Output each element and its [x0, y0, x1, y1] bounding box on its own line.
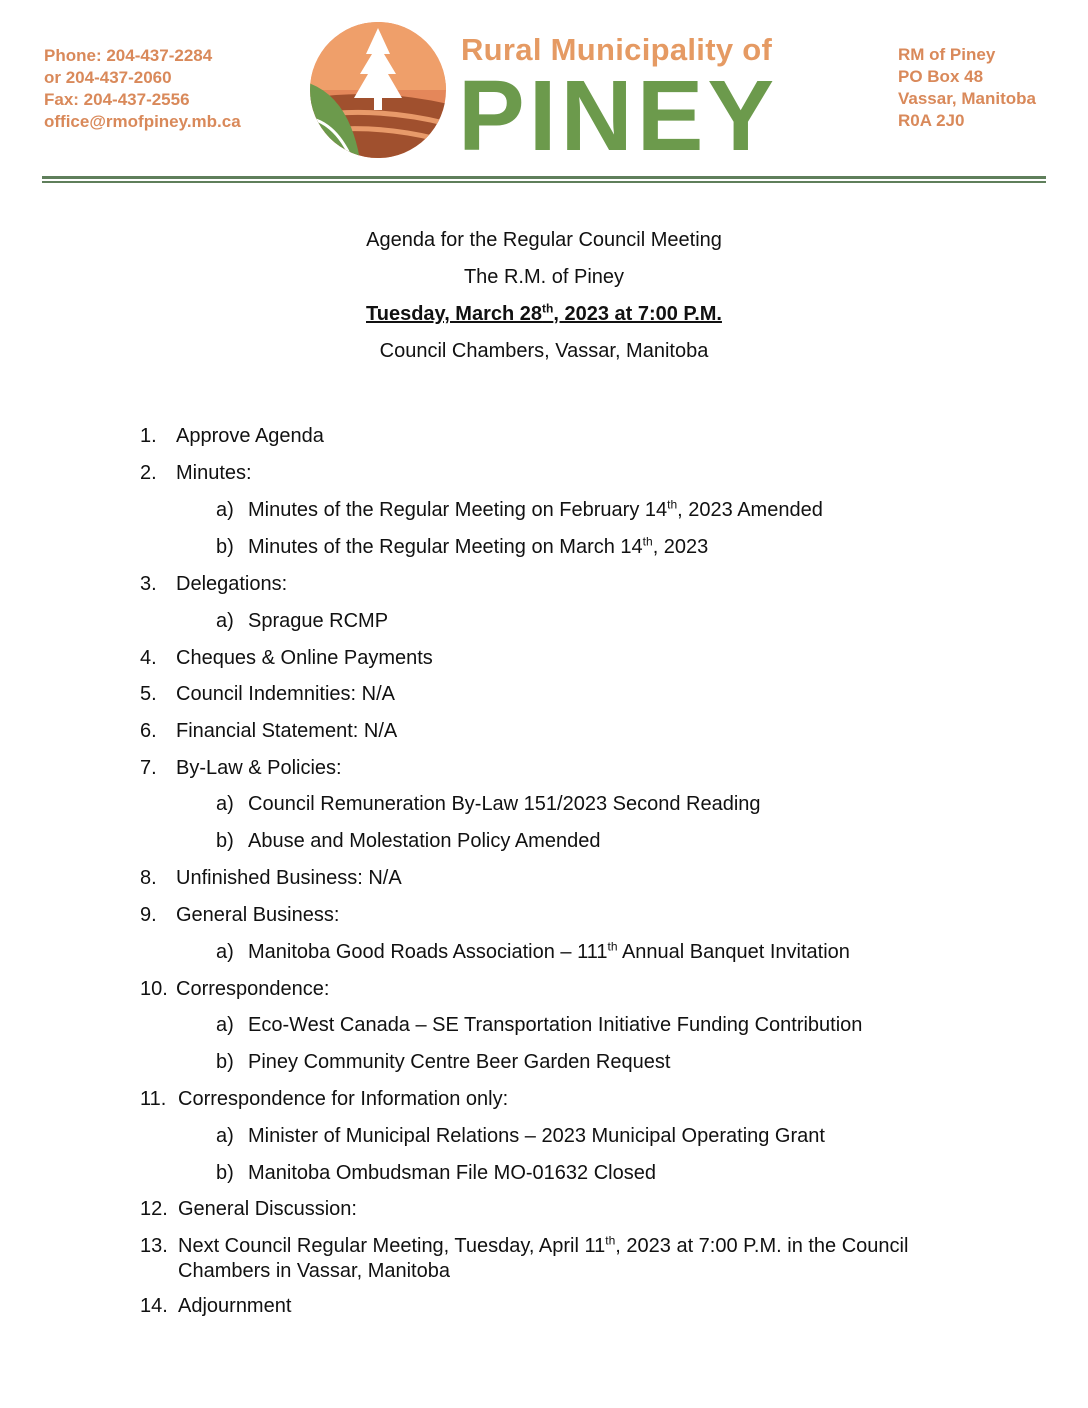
item-text [178, 1235, 908, 1258]
subitem-text-main: Manitoba Good Roads Association – 111 [248, 941, 608, 963]
subitem-text-main: Minutes of the Regular Meeting on March 14 [248, 536, 643, 558]
item-number: 10. [140, 978, 168, 1000]
logo-text-rural: Rural Municipality of [461, 32, 773, 67]
item-number: 13. [140, 1235, 168, 1257]
subitem-text: Minister of Municipal Relations – 2023 Municipal Operating Grant [248, 1125, 825, 1147]
logo-text-piney: PINEY [458, 60, 779, 172]
item-number: 6. [140, 720, 157, 742]
item-text: Delegations: [176, 573, 288, 595]
item-text: General Business: [176, 904, 340, 926]
subitem-letter: a) [216, 1125, 234, 1147]
phone-alt-line: or 204-437-2060 [44, 68, 172, 87]
item-text-main: Next Council Regular Meeting, Tuesday, April 11 [178, 1235, 606, 1257]
address-name: RM of Piney [898, 45, 996, 64]
subitem-letter: a) [216, 941, 234, 963]
subitem-letter: a) [216, 793, 234, 815]
address-postal: R0A 2J0 [898, 111, 965, 130]
item-number: 5. [140, 683, 157, 705]
item-text-line2: Chambers in Vassar, Manitoba [178, 1260, 450, 1282]
meeting-location: Council Chambers, Vassar, Manitoba [379, 340, 709, 362]
subitem-text: Sprague RCMP [248, 610, 389, 632]
ordinal-suffix: th [642, 534, 653, 549]
meeting-date-text: Tuesday, March 28 [366, 303, 543, 325]
email-line: office@rmofpiney.mb.ca [44, 112, 241, 131]
fax-line: Fax: 204-437-2556 [44, 90, 190, 109]
subitem-letter: b) [216, 1051, 234, 1073]
subitem-text-end: Annual Banquet Invitation [617, 941, 850, 963]
item-text: Cheques & Online Payments [176, 647, 433, 669]
subitem-text: Abuse and Molestation Policy Amended [248, 830, 601, 852]
item-text: Correspondence: [176, 978, 330, 1000]
ordinal-suffix: th [667, 497, 678, 512]
item-text: Unfinished Business: N/A [176, 867, 402, 889]
item-text: Approve Agenda [176, 425, 324, 447]
subitem-letter: b) [216, 536, 234, 558]
subitem-text: Eco-West Canada – SE Transportation Initiative Funding Contribution [248, 1014, 863, 1036]
item-text: Minutes: [176, 462, 252, 484]
subitem-text-main: Minutes of the Regular Meeting on February 14 [248, 499, 668, 521]
item-number: 14. [140, 1295, 168, 1317]
meeting-date-time: , 2023 at 7:00 P.M. [553, 303, 722, 325]
municipality-name: The R.M. of Piney [463, 266, 625, 288]
ordinal-suffix: th [605, 1233, 616, 1248]
item-number: 1. [140, 425, 157, 447]
subitem-text: Piney Community Centre Beer Garden Request [248, 1051, 671, 1073]
item-text: Adjournment [178, 1295, 292, 1317]
subitem-letter: b) [216, 1162, 234, 1184]
subitem-text: Council Remuneration By-Law 151/2023 Second Reading [248, 793, 761, 815]
item-text-end: , 2023 at 7:00 P.M. in the Council [615, 1235, 909, 1257]
item-text: Council Indemnities: N/A [176, 683, 395, 705]
address-city: Vassar, Manitoba [898, 89, 1036, 108]
agenda-title: Agenda for the Regular Council Meeting [366, 229, 722, 251]
item-text: By-Law & Policies: [176, 757, 342, 779]
item-number: 12. [140, 1198, 168, 1220]
meeting-date-suffix: th [542, 301, 554, 316]
subitem-text-end: , 2023 Amended [677, 499, 823, 521]
address-box: PO Box 48 [898, 67, 984, 86]
item-number: 8. [140, 867, 157, 889]
item-number: 9. [140, 904, 157, 926]
subitem-text-end: , 2023 [652, 536, 709, 558]
subitem-letter: a) [216, 1014, 234, 1036]
subitem-text [248, 941, 850, 964]
item-text: General Discussion: [178, 1198, 357, 1220]
item-text: Financial Statement: N/A [176, 720, 398, 742]
item-number: 7. [140, 757, 157, 779]
phone-line: Phone: 204-437-2284 [44, 46, 213, 65]
item-number: 11. [140, 1088, 167, 1110]
item-number: 3. [140, 573, 157, 595]
subitem-letter: b) [216, 830, 234, 852]
subitem-letter: a) [216, 499, 234, 521]
item-text: Correspondence for Information only: [178, 1088, 509, 1110]
subitem-letter: a) [216, 610, 234, 632]
subitem-text: Manitoba Ombudsman File MO-01632 Closed [248, 1162, 656, 1184]
item-number: 2. [140, 462, 157, 484]
subitem-text [248, 536, 708, 559]
subitem-text [248, 499, 823, 522]
ordinal-suffix: th [607, 939, 618, 954]
item-number: 4. [140, 647, 157, 669]
